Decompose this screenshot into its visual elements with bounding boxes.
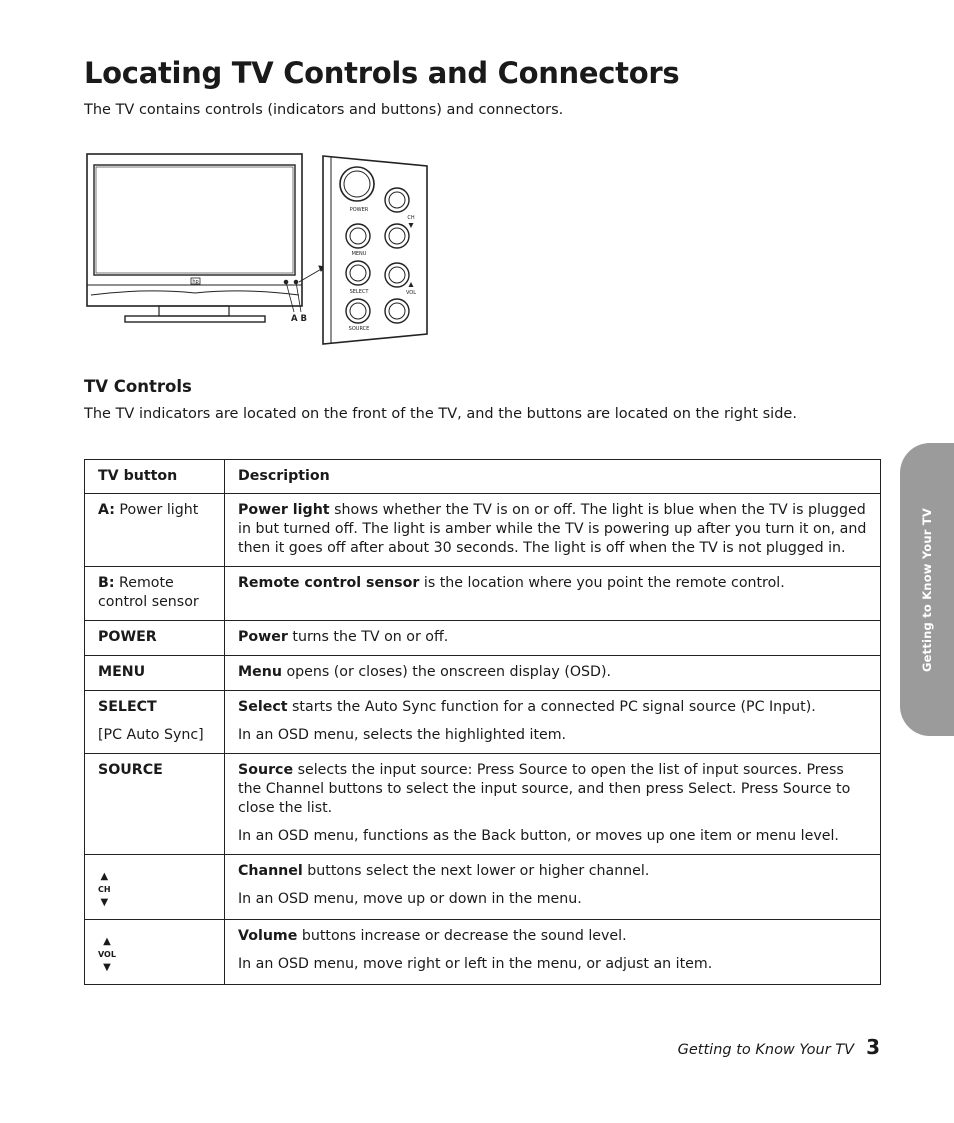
tv-controls-table (84, 459, 881, 985)
table-row (85, 494, 881, 567)
button-key-text: Remote control sensor (98, 575, 199, 610)
description-text: buttons select the next lower or higher channel. (302, 863, 650, 879)
button-cell (85, 621, 225, 656)
description-text: opens (or closes) the onscreen display (OSD). (281, 664, 612, 680)
column-header: Description (225, 460, 881, 494)
arrow-down-icon: ▼ (100, 897, 109, 908)
button-key: A: (98, 502, 115, 518)
panel-label-vol: VOL (405, 290, 417, 296)
description-term: Power light (238, 502, 330, 518)
figure-logo: hp (192, 279, 199, 285)
description-cell (225, 920, 881, 985)
button-cell (85, 494, 225, 567)
description-term: Power (238, 629, 288, 645)
description-term: Select (238, 699, 288, 715)
description-term: Volume (238, 928, 298, 944)
description-text: is the location where you point the remote control. (419, 575, 785, 591)
volume-icon-stack (98, 936, 116, 974)
table-row (85, 754, 881, 855)
description-term: Menu (238, 664, 282, 680)
button-key: B: (98, 575, 115, 591)
arrow-down-icon: ▼ (103, 962, 111, 973)
description-text: selects the input source: Press Source to open the list of input sources. Press the Channel buttons to select the input source, and then press Select. Press Source to close the list. (238, 762, 851, 816)
table-row (85, 621, 881, 656)
panel-label-menu: MENU (351, 251, 367, 257)
volume-label: VOL (98, 950, 116, 959)
tv-front-illustration (87, 154, 325, 322)
page-footer (678, 1035, 880, 1059)
column-header: TV button (85, 460, 225, 494)
description-extra: In an OSD menu, move up or down in the menu. (238, 891, 582, 907)
panel-label-select: SELECT (349, 289, 369, 295)
chapter-side-tab-label (900, 443, 954, 736)
arrow-up-icon: ▲ (103, 936, 111, 947)
description-extra: In an OSD menu, move right or left in the menu, or adjust an item. (238, 956, 713, 972)
description-cell (225, 691, 881, 754)
description-text: starts the Auto Sync function for a connected PC signal source (PC Input). (287, 699, 816, 715)
table-row (85, 855, 881, 920)
table-row (85, 920, 881, 985)
button-cell (85, 656, 225, 691)
description-term: Channel (238, 863, 303, 879)
description-cell (225, 855, 881, 920)
section-intro: The TV indicators are located on the front of the TV, and the buttons are located on the right side. (84, 406, 797, 422)
button-cell (85, 855, 225, 920)
button-cell (85, 920, 225, 985)
arrow-up-icon: ▲ (100, 871, 109, 882)
page-title: Locating TV Controls and Connectors (84, 56, 680, 90)
button-key: POWER (98, 629, 157, 645)
button-key: SOURCE (98, 762, 163, 778)
panel-label-ch: CH (407, 215, 415, 221)
panel-label-power: POWER (349, 207, 369, 213)
button-cell (85, 754, 225, 855)
side-tab-text: Getting to Know Your TV (920, 507, 935, 672)
page-number: 3 (866, 1035, 880, 1059)
description-cell (225, 494, 881, 567)
table-row (85, 567, 881, 621)
description-text: buttons increase or decrease the sound level. (297, 928, 627, 944)
callout-labels: A B (291, 314, 308, 324)
table-row (85, 691, 881, 754)
description-text: turns the TV on or off. (287, 629, 449, 645)
button-key: MENU (98, 664, 146, 680)
panel-label-source: SOURCE (348, 326, 370, 332)
description-cell (225, 754, 881, 855)
channel-label: CH (98, 885, 111, 894)
description-extra: In an OSD menu, selects the highlighted item. (238, 727, 567, 743)
description-term: Source (238, 762, 294, 778)
description-cell (225, 656, 881, 691)
footer-chapter: Getting to Know Your TV (677, 1042, 855, 1058)
section-heading: TV Controls (84, 377, 192, 396)
description-term: Remote control sensor (238, 575, 420, 591)
button-cell (85, 567, 225, 621)
button-key: SELECT (98, 699, 157, 715)
button-key-text: [PC Auto Sync] (98, 727, 204, 743)
intro-paragraph: The TV contains controls (indicators and buttons) and connectors. (84, 102, 564, 118)
description-cell (225, 567, 881, 621)
description-text: shows whether the TV is on or off. The light is blue when the TV is plugged in but turned off. The light is amber while the TV is powering up after you turn it on, and then it goes off after about 30 seconds. The light is off when the TV is not plugged in. (238, 502, 867, 556)
button-key-text: Power light (114, 502, 199, 518)
table-row (85, 656, 881, 691)
side-panel-illustration (323, 156, 427, 344)
table-header-row (85, 460, 881, 494)
tv-controls-illustration (85, 152, 431, 348)
description-extra: In an OSD menu, functions as the Back button, or moves up one item or menu level. (238, 828, 839, 844)
channel-icon-stack (98, 871, 111, 909)
description-cell (225, 621, 881, 656)
button-cell (85, 691, 225, 754)
